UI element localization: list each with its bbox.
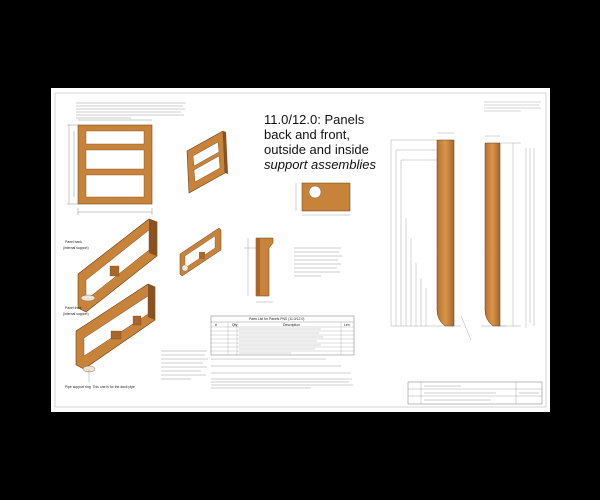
upright-side-view-a	[391, 133, 471, 340]
bracket-notes	[294, 248, 342, 276]
svg-text:#: #	[215, 323, 217, 327]
upright-notes	[526, 148, 534, 328]
top-right-notes	[484, 102, 541, 111]
support-plate-detail	[296, 183, 350, 215]
svg-text:Parts List for Panels PNS (11.: Parts List for Panels PNS (11.0/12.0)	[249, 317, 305, 321]
svg-text:outside and inside: outside and inside	[264, 142, 369, 157]
table-notes	[211, 359, 353, 388]
svg-text:Panel front: Panel front	[65, 306, 82, 310]
pipe-support-note	[65, 370, 135, 389]
panel-frame-isometric-small	[187, 131, 228, 193]
page-title	[264, 112, 376, 172]
bracket-detail	[244, 238, 273, 302]
panel-front-isometric	[63, 284, 155, 372]
panel-front-notes	[161, 351, 208, 379]
svg-text:Panel back: Panel back	[65, 240, 82, 244]
drawing-canvas	[51, 88, 550, 412]
panel-frame-elevation	[67, 120, 152, 215]
upright-side-view-b	[481, 136, 521, 326]
svg-text:11.0/12.0: Panels: 11.0/12.0: Panels	[264, 112, 365, 127]
title-block	[408, 382, 542, 404]
intro-notes	[76, 103, 186, 118]
svg-text:(internal support): (internal support)	[63, 246, 89, 250]
svg-text:Pipe support ring. This one is: Pipe support ring. This one is for the deck pipe	[65, 385, 135, 389]
svg-text:Len: Len	[344, 323, 350, 327]
svg-text:back and front,: back and front,	[264, 127, 350, 142]
svg-text:Qty: Qty	[232, 323, 238, 327]
svg-text:Description: Description	[283, 323, 300, 327]
parts-table	[211, 316, 354, 355]
svg-text:(internal support): (internal support)	[63, 312, 89, 316]
drawing-sheet	[51, 88, 550, 412]
svg-text:support assemblies: support assemblies	[264, 157, 376, 172]
panel-frame-isometric-mid	[180, 228, 221, 276]
